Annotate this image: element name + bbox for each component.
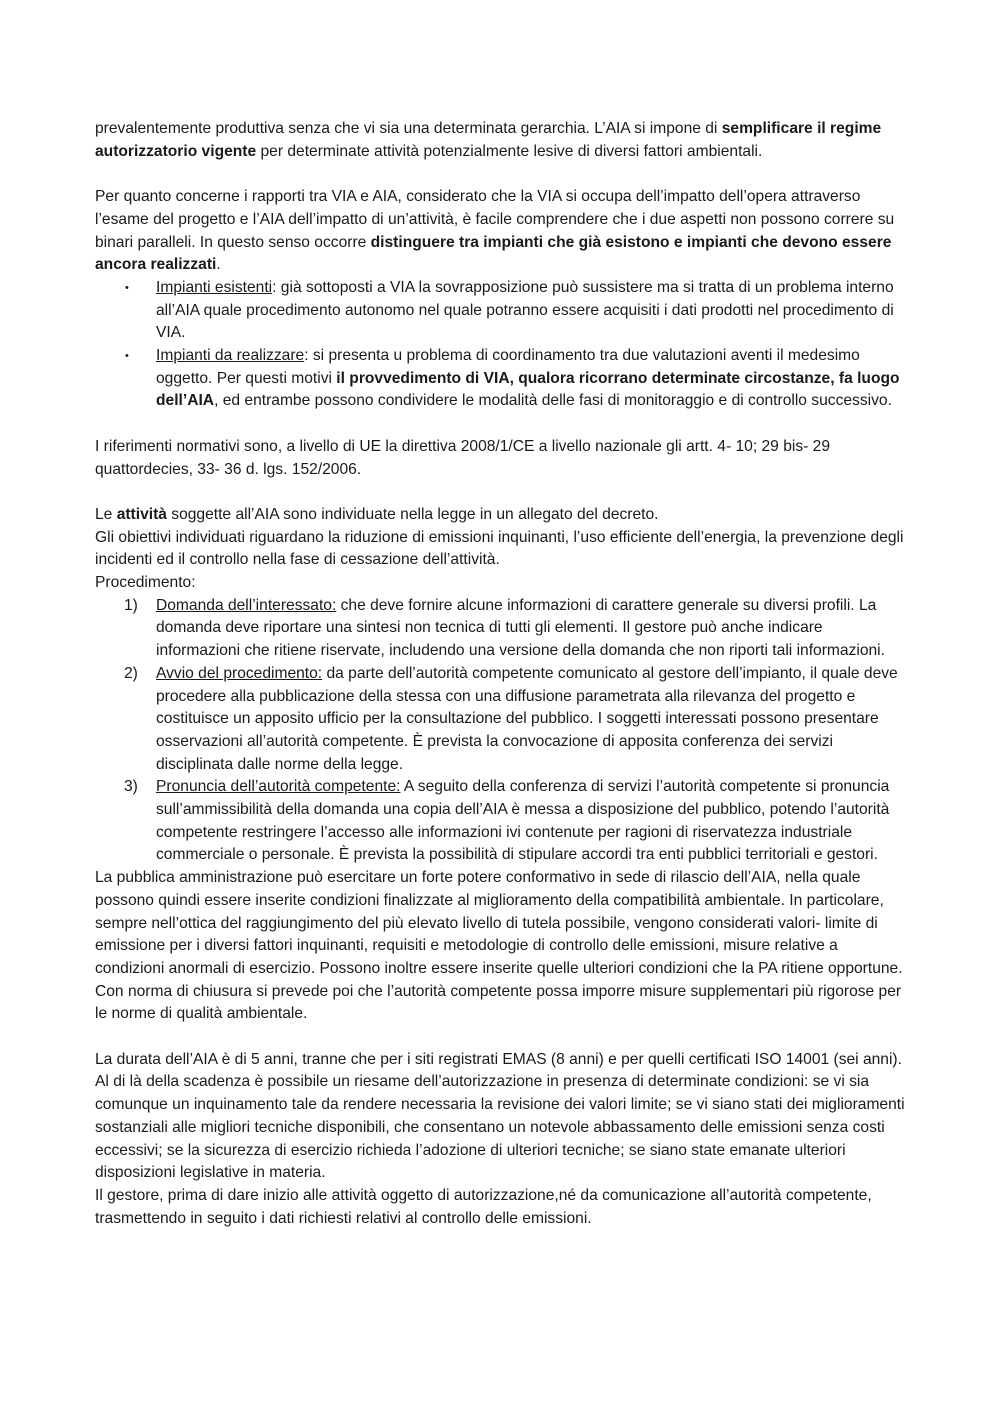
intro-text-end: per determinate attività potenzialmente lesive di diversi fattori ambientali.: [256, 142, 763, 160]
plants-to-build-label: Impianti da realizzare: [156, 347, 305, 365]
intro-bold: semplificare il regime autorizzatorio vigente: [95, 120, 882, 160]
page-header-mark: [485, 0, 513, 4]
activities-text: Le: [95, 505, 117, 523]
list-item-step-3: [95, 776, 910, 867]
procedure-title: Procedimento:: [95, 574, 196, 592]
spacer: [95, 163, 910, 186]
existing-plants-text: : già sottoposti a VIA la sovrapposizione può sussistere ma si tratta di un problema interno all’AIA quale procedimento autonomo nel quale potranno essere acquisiti i dati prodotti nel procedimento di VIA.: [156, 278, 894, 342]
via-aia-bold: distinguere tra impianti che già esistono e impianti che devono essere ancora realizzati: [95, 233, 892, 274]
spacer: [95, 1026, 910, 1049]
step-text: A seguito della conferenza di servizi l’autorità competente si pronuncia sull’ammissibilità della domanda una copia dell’AIA è messa a disposizione del pubblico, potendo l’autorità competente restringere l’accesso alle informazioni ivi contenute per ragioni di riservatezza industriale commerciale o personale. È prevista la possibilità di stipulare accordi tra enti pubblici territoriali e gestori.: [156, 778, 890, 864]
list-item-step-2: [95, 663, 910, 777]
via-aia-text: Per quanto concerne i rapporti tra VIA e AIA, considerato che la VIA si occupa dell’impatto dell’opera attraverso l’esame del progetto e l’AIA dell’impatto di un’attività, è facile comprendere che i due aspetti non possono correre su binari paralleli. In questo senso occorre: [95, 188, 895, 251]
plants-to-build-text: : si presenta u problema di coordinamento tra due valutazioni aventi il medesimo oggetto. Per questi motivi: [156, 347, 860, 387]
step-label: Domanda dell’interessato:: [156, 596, 337, 614]
list-item-existing-plants: [95, 277, 910, 345]
spacer: [95, 481, 910, 504]
intro-paragraph: [95, 118, 910, 163]
plants-to-build-bold: il provvedimento di VIA, qualora ricorrano determinate circostanze, fa luogo dell’AIA: [156, 369, 900, 410]
operator-paragraph: Il gestore, prima di dare inizio alle attività oggetto di autorizzazione,né da comunicazione all’autorità competente, trasmettendo in seguito i dati richiesti relativi al controllo delle emissioni.: [95, 1186, 872, 1227]
document-page: [95, 118, 910, 1230]
step-text: da parte dell’autorità competente comunicato al gestore dell’impianto, il quale deve procedere alla pubblicazione della stessa con una diffusione parametrata alla rilevanza del progetto e costituisce un apposito ufficio per la consultazione del pubblico. I soggetti interessati possono presentare osservazioni all’autorità competente. È prevista la convocazione di apposita conferenza dei servizi disciplinata dalle norme della legge.: [156, 664, 898, 773]
procedure-steps-list: [95, 595, 910, 867]
plants-list: [95, 277, 910, 413]
activities-paragraph: [95, 504, 910, 527]
step-number: 3): [124, 778, 138, 796]
step-label: Avvio del procedimento:: [156, 664, 323, 682]
intro-text: prevalentemente produttiva senza che vi sia una determinata gerarchia. L’AIA si impone di: [95, 120, 722, 137]
plants-to-build-text-end: , ed entrambe possono condividere le modalità delle fasi di monitoraggio e di controllo successivo.: [214, 392, 892, 410]
pa-power-paragraph: La pubblica amministrazione può esercitare un forte potere conformativo in sede di rilascio dell’AIA, nella quale possono quindi essere inserite condizioni finalizzate al miglioramento della compatibilità ambientale. In particolare, sempre nell’ottica del raggiungimento del più elevato livello di tutela possibile, vengono considerati valori- limite di emissione per i diversi fattori inquinanti, requisiti e metodologie di controllo delle emissioni, misure relative a condizioni anormali di esercizio. Possono inoltre essere inserite quelle ulteriori condizioni che la PA ritiene opportune.: [95, 869, 903, 977]
spacer: [95, 413, 910, 436]
step-number: 2): [124, 664, 138, 682]
bullet-icon: •: [125, 350, 129, 363]
step-label: Pronuncia dell’autorità competente:: [156, 778, 401, 796]
step-text: che deve fornire alcune informazioni di carattere generale su diversi profili. La domanda deve riportare una sintesi non tecnica di tutti gli elementi. Il gestore può anche indicare informazioni che ritiene riservate, includendo una versione della domanda che non riporti tali informazioni.: [156, 596, 885, 660]
activities-text-end: soggette all’AIA sono individuate nella legge in un allegato del decreto.: [166, 505, 659, 523]
list-item-plants-to-build: [95, 345, 910, 413]
via-aia-text-end: .: [216, 256, 221, 274]
existing-plants-label: Impianti esistenti: [156, 278, 273, 296]
duration-paragraph: La durata dell’AIA è di 5 anni, tranne che per i siti registrati EMAS (8 anni) e per quelli certificati ISO 14001 (sei anni). Al di là della scadenza è possibile un riesame dell’autorizzazione in presenza di determinate condizioni: se vi sia comunque un inquinamento tale da rendere necessaria la revisione dei valori limite; se vi siano stati dei miglioramenti sostanziali alle migliori tecniche disponibili, che consentano un notevole abbassamento delle emissioni senza costi eccessivi; se la sicurezza di esercizio richieda l’adozione di ulteriori tecniche; se siano state emanate ulteriori disposizioni legislative in materia.: [95, 1050, 905, 1182]
list-item-step-1: [95, 595, 910, 663]
references-paragraph: I riferimenti normativi sono, a livello di UE la direttiva 2008/1/CE a livello nazionale gli artt. 4- 10; 29 bis- 29 quattordecies, 33- 36 d. lgs. 152/2006.: [95, 437, 830, 478]
objectives-paragraph: Gli obiettivi individuati riguardano la riduzione di emissioni inquinanti, l’uso efficiente dell’energia, la prevenzione degli incidenti ed il controllo nella fase di cessazione dell’attività.: [95, 528, 904, 569]
step-number: 1): [124, 596, 138, 614]
via-aia-paragraph: [95, 186, 910, 277]
activities-bold: attività: [116, 505, 167, 523]
closing-rule-paragraph: Con norma di chiusura si prevede poi che l’autorità competente possa imporre misure supplementari più rigorose per le norme di qualità ambientale.: [95, 982, 902, 1023]
bullet-icon: •: [125, 281, 129, 294]
